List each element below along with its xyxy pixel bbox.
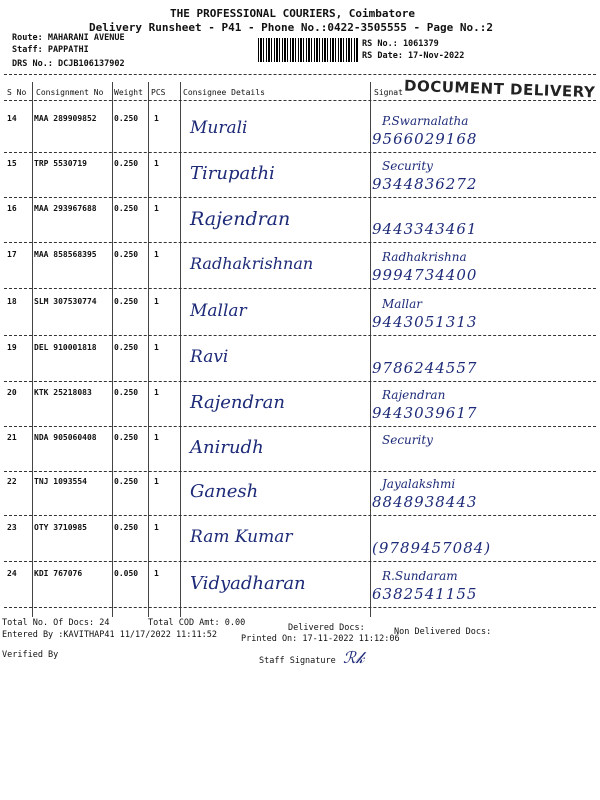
row-consignee-name: Murali: [190, 118, 248, 138]
col-divider: [180, 82, 181, 617]
row-divider: [4, 197, 596, 198]
row-signature: R.Sundaram: [382, 569, 458, 583]
row-signature-phone: 6382541155: [372, 585, 478, 603]
row-sno: 19: [7, 343, 17, 352]
row-signature-phone: 9786244557: [372, 359, 478, 377]
row-weight: 0.250: [114, 477, 139, 486]
col-pcs: PCS: [151, 88, 166, 97]
col-divider: [148, 82, 149, 617]
runsheet-title: Delivery Runsheet - P41 - Phone No.:0422-3505555 - Page No.:2: [89, 21, 493, 34]
row-divider: [4, 607, 596, 608]
row-signature: Jayalakshmi: [382, 477, 456, 491]
drs-label: DRS No.: DCJB106137902: [12, 59, 125, 69]
row-consignee-name: Ravi: [190, 347, 229, 367]
col-divider: [112, 82, 113, 617]
header-row-divider: [4, 100, 596, 101]
row-consignment-no: KDI 767076: [34, 569, 83, 578]
row-consignment-no: MAA 289909852: [34, 114, 97, 123]
col-consignee: Consignee Details: [183, 88, 265, 97]
row-sno: 17: [7, 250, 17, 259]
route-label: Route: MAHARANI AVENUE: [12, 33, 125, 43]
col-divider: [370, 82, 371, 617]
row-sno: 16: [7, 204, 17, 213]
row-pcs: 1: [154, 477, 159, 486]
entered-by: Entered By :KAVITHAP41 11/17/2022 11:11:52: [2, 630, 217, 640]
col-weight: Weight: [114, 88, 143, 97]
row-consignment-no: DEL 910001818: [34, 343, 97, 352]
row-consignee-name: Ganesh: [190, 481, 259, 502]
row-divider: [4, 471, 596, 472]
total-docs: Total No. Of Docs: 24: [2, 618, 110, 628]
row-divider: [4, 335, 596, 336]
row-signature-phone: 9443343461: [372, 220, 478, 238]
row-pcs: 1: [154, 343, 159, 352]
row-sno: 18: [7, 297, 17, 306]
row-sno: 15: [7, 159, 17, 168]
row-sno: 20: [7, 388, 17, 397]
row-signature: Security: [382, 433, 433, 447]
total-cod: Total COD Amt: 0.00: [148, 618, 246, 628]
row-divider: [4, 561, 596, 562]
row-pcs: 1: [154, 204, 159, 213]
row-pcs: 1: [154, 388, 159, 397]
row-consignee-name: Anirudh: [190, 437, 264, 458]
document-delivery-stamp: DOCUMENT DELIVERY: [403, 76, 596, 102]
row-consignee-name: Radhakrishnan: [190, 254, 314, 273]
row-pcs: 1: [154, 433, 159, 442]
col-sno: S No: [7, 88, 27, 97]
row-divider: [4, 381, 596, 382]
verified-by: Verified By: [2, 650, 59, 660]
row-signature: Security: [382, 159, 433, 173]
row-signature: P.Swarnalatha: [382, 114, 469, 128]
row-sno: 21: [7, 433, 17, 442]
row-signature-phone: 9443039617: [372, 404, 478, 422]
row-signature-phone: 8848938443: [372, 493, 478, 511]
col-consignment: Consignment No: [36, 88, 104, 97]
row-consignment-no: TRP 5530719: [34, 159, 87, 168]
row-consignee-name: Rajendran: [190, 392, 285, 413]
row-consignee-name: Ram Kumar: [190, 527, 293, 547]
delivered-docs: Delivered Docs:: [288, 623, 365, 633]
row-sno: 24: [7, 569, 17, 578]
col-signature: Signat: [374, 88, 403, 97]
row-pcs: 1: [154, 523, 159, 532]
row-pcs: 1: [154, 250, 159, 259]
rs-date-label: RS Date: 17-Nov-2022: [362, 51, 465, 61]
row-weight: 0.250: [114, 433, 139, 442]
row-sno: 23: [7, 523, 17, 532]
row-pcs: 1: [154, 569, 159, 578]
row-consignment-no: MAA 293967688: [34, 204, 97, 213]
staff-signature-scribble: ℛ𝓀: [343, 648, 365, 667]
row-consignment-no: TNJ 1093554: [34, 477, 87, 486]
header-divider: [4, 74, 596, 75]
row-weight: 0.250: [114, 204, 139, 213]
row-consignee-name: Vidyadharan: [190, 573, 306, 594]
row-signature-phone: (9789457084): [372, 539, 492, 557]
row-divider: [4, 426, 596, 427]
row-pcs: 1: [154, 114, 159, 123]
row-sno: 22: [7, 477, 17, 486]
row-weight: 0.050: [114, 569, 139, 578]
row-pcs: 1: [154, 297, 159, 306]
staff-label: Staff: PAPPATHI: [12, 45, 89, 55]
barcode-image: [258, 38, 358, 62]
row-consignment-no: KTK 25218083: [34, 388, 92, 397]
row-signature: Mallar: [382, 297, 423, 311]
row-pcs: 1: [154, 159, 159, 168]
row-sno: 14: [7, 114, 17, 123]
row-signature-phone: 9443051313: [372, 313, 478, 331]
row-consignee-name: Rajendran: [190, 208, 291, 230]
printed-on: Printed On: 17-11-2022 11:12:06: [241, 634, 400, 644]
row-consignment-no: MAA 858568395: [34, 250, 97, 259]
row-signature: Rajendran: [382, 388, 446, 402]
staff-signature-label: Staff Signature: [259, 656, 336, 666]
row-weight: 0.250: [114, 343, 139, 352]
row-consignment-no: OTY 3710985: [34, 523, 87, 532]
rs-no-label: RS No.: 1061379: [362, 39, 439, 49]
row-divider: [4, 515, 596, 516]
row-weight: 0.250: [114, 159, 139, 168]
col-divider: [32, 82, 33, 617]
row-consignee-name: Mallar: [190, 301, 247, 321]
non-delivered-docs: Non Delivered Docs:: [394, 627, 492, 637]
row-weight: 0.250: [114, 114, 139, 123]
row-divider: [4, 288, 596, 289]
row-weight: 0.250: [114, 523, 139, 532]
row-consignment-no: NDA 905060408: [34, 433, 97, 442]
row-signature-phone: 9566029168: [372, 130, 478, 148]
row-weight: 0.250: [114, 388, 139, 397]
row-consignment-no: SLM 307530774: [34, 297, 97, 306]
row-signature: Radhakrishna: [382, 250, 467, 264]
row-consignee-name: Tirupathi: [190, 163, 275, 184]
row-divider: [4, 152, 596, 153]
row-signature-phone: 9344836272: [372, 175, 478, 193]
row-weight: 0.250: [114, 297, 139, 306]
row-divider: [4, 242, 596, 243]
company-title: THE PROFESSIONAL COURIERS, Coimbatore: [170, 7, 416, 20]
row-weight: 0.250: [114, 250, 139, 259]
row-signature-phone: 9994734400: [372, 266, 478, 284]
